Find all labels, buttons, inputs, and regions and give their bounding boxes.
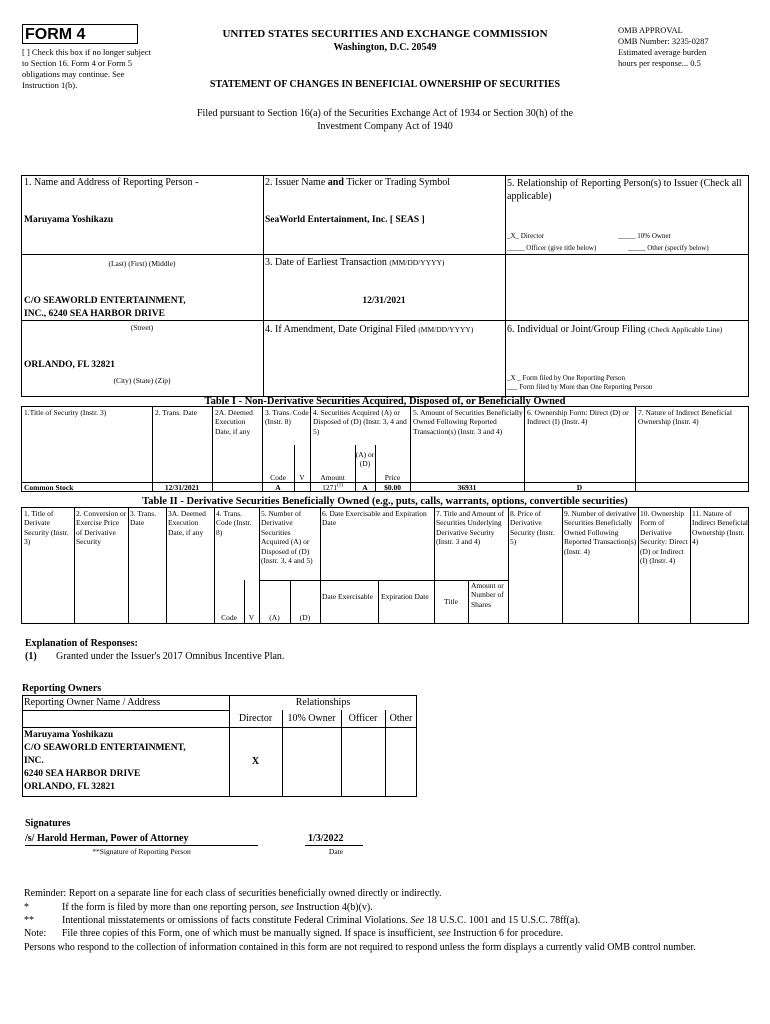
owners-col-officer: Officer xyxy=(348,713,378,724)
t1-row-amount xyxy=(310,483,355,492)
t1-h3: 3. Trans. Code (Instr. 8) xyxy=(265,408,309,427)
filing-label-note: (Check Applicable Line) xyxy=(648,325,723,334)
t1-row-aord: A xyxy=(362,483,368,492)
filing-label xyxy=(507,324,747,337)
table2-title: Table II - Derivative Securities Beneficially Owned (e.g., puts, calls, warrants, options, convertible securities) xyxy=(142,496,628,507)
reporting-person-label: 1. Name and Address of Reporting Person - xyxy=(24,177,199,188)
statement-title: STATEMENT OF CHANGES IN BENEFICIAL OWNERSHIP OF SECURITIES xyxy=(209,79,561,90)
amend-label-text: 4. If Amendment, Date Original Filed xyxy=(265,324,416,335)
t1-sub-price: Price xyxy=(384,473,401,482)
t2-h3: 3. Trans. Date xyxy=(130,509,157,528)
t2-h11: 11. Nature of Indirect Beneficial Ownership (Instr. 4) xyxy=(692,509,748,547)
owners-col-director: Director xyxy=(238,713,273,724)
signature-date: 1/3/2022 xyxy=(308,833,344,844)
earliest-transaction-label xyxy=(265,257,444,269)
name-caption: (Last) (First) (Middle) xyxy=(108,259,176,268)
reporting-person-name: Maruyama Yoshikazu xyxy=(24,215,114,225)
owner-line3: INC. xyxy=(24,756,44,767)
omb-burden: Estimated average burden xyxy=(618,47,707,58)
earliest-label-text: 3. Date of Earliest Transaction xyxy=(265,257,387,268)
signer-name: /s/ Harold Herman, Power of Attorney xyxy=(25,833,189,844)
form-title: FORM 4 xyxy=(25,26,86,43)
issuer-label xyxy=(265,177,450,189)
explanation-text-1: Granted under the Issuer's 2017 Omnibus Incentive Plan. xyxy=(56,651,285,662)
footnote-double-star: ** xyxy=(24,915,34,926)
star1-text-a: If the form is filed by more than one reporting person, xyxy=(62,902,281,913)
star1-see: see xyxy=(280,902,294,913)
issuer-label-post: Ticker or Trading Symbol xyxy=(343,177,451,188)
owners-col-ten-pct: 10% Owner xyxy=(287,713,336,724)
t1-row-amount-footnote: (1) xyxy=(337,483,343,489)
t1-row-owned: 36931 xyxy=(457,483,477,492)
omb-approval xyxy=(618,25,709,69)
owners-col-name: Reporting Owner Name / Address xyxy=(24,697,161,708)
note-label: Note: xyxy=(24,928,47,939)
note-text-b: Instruction 6 for procedure. xyxy=(450,928,564,939)
issuer-label-pre: 2. Issuer Name xyxy=(265,177,328,188)
t1-row-security: Common Stock xyxy=(24,483,74,492)
t2-sub-d: (D) xyxy=(299,613,311,622)
t1-h5: 5. Amount of Securities Beneficially Owned Following Reported Transaction(s) (Instr. 3 and 4) xyxy=(413,408,523,436)
owner-address xyxy=(24,729,186,795)
city-state-zip: ORLANDO, FL 32821 xyxy=(24,360,116,370)
t2-sub-a: (A) xyxy=(269,613,280,622)
signer-caption: **Signature of Reporting Person xyxy=(92,847,191,856)
top-section-frame xyxy=(21,175,749,397)
t1-row-price: $0.00 xyxy=(384,483,401,492)
omb-hours: hours per response... 0.5 xyxy=(618,58,701,69)
t1-h6: 6. Ownership Form: Direct (D) or Indirect (I) (Instr. 4) xyxy=(527,408,629,427)
t1-sub-amount: Amount xyxy=(320,473,345,482)
footnote-star-text xyxy=(62,902,373,914)
signatures-heading: Signatures xyxy=(25,818,71,829)
note-text xyxy=(62,928,563,940)
t1-h1: 1.Title of Security (Instr. 3) xyxy=(24,408,107,417)
owner-line4: 6240 SEA HARBOR DRIVE xyxy=(24,769,141,780)
city-caption: (City) (State) (Zip) xyxy=(113,376,171,385)
t1-row-amount-value: 1271 xyxy=(322,483,338,492)
explanation-number-1: (1) xyxy=(25,651,37,662)
t1-h2a: 2A. Deemed Execution Date, if any xyxy=(215,408,253,436)
agency-name: UNITED STATES SECURITIES AND EXCHANGE COMMISSION xyxy=(222,28,548,40)
street-line2: INC., 6240 SEA HARBOR DRIVE xyxy=(24,309,165,319)
t2-h3a: 3A. Deemed Execution Date, if any xyxy=(168,509,206,537)
agency-address: Washington, D.C. 20549 xyxy=(333,42,437,53)
footnote-double-star-text xyxy=(62,915,580,927)
relationship-label: 5. Relationship of Reporting Person(s) to Issuer (Check all applicable) xyxy=(507,178,742,202)
t1-h4: 4. Securities Acquired (A) or Disposed of (D) (Instr. 3, 4 and 5) xyxy=(313,408,407,436)
owners-heading: Reporting Owners xyxy=(22,683,102,694)
omb-line1: OMB APPROVAL xyxy=(618,25,683,35)
t1-row-date: 12/31/2021 xyxy=(164,483,200,492)
explanation-heading: Explanation of Responses: xyxy=(25,638,138,649)
owner-director-mark: X xyxy=(251,756,260,767)
footnote-star: * xyxy=(24,902,29,913)
t2-sub-title: Title xyxy=(444,597,458,606)
date-caption: Date xyxy=(328,847,344,856)
omb-disclaimer: Persons who respond to the collection of information contained in this form are not required to respond unless the form displays a currently valid OMB control number. xyxy=(24,942,696,953)
filing-one-option[interactable]: _X _ Form filed by One Reporting Person xyxy=(507,374,626,382)
t2-sub-v: V xyxy=(248,613,255,622)
issuer-name: SeaWorld Entertainment, Inc. [ SEAS ] xyxy=(265,215,425,225)
filed-pursuant-1: Filed pursuant to Section 16(a) of the Securities Exchange Act of 1934 or Section 30(h) of the xyxy=(196,108,574,119)
t2-h10: 10. Ownership Form of Derivative Security: Direct (D) or Indirect (I) (Instr. 4) xyxy=(640,509,688,565)
officer-option[interactable]: _____ Officer (give title below) xyxy=(507,244,597,252)
amend-label-format: (MM/DD/YYYY) xyxy=(418,325,474,334)
check-box-text[interactable]: [ ] Check this box if no longer subject to Section 16. Form 4 or Form 5 obligations may continue. See Instruction 1(b). xyxy=(22,47,151,91)
filing-label-text: 6. Individual or Joint/Group Filing xyxy=(507,324,646,335)
t2-h5: 5. Number of Derivative Securities Acquired (A) or Disposed of (D) (Instr. 3, 4 and 5) xyxy=(261,509,313,565)
t2-sub-exercisable: Date Exercisable xyxy=(322,592,374,601)
t1-sub-code: Code xyxy=(270,473,286,482)
owner-line1: Maruyama Yoshikazu xyxy=(24,730,114,740)
star2-see: See xyxy=(410,915,425,926)
ten-pct-option[interactable]: _____ 10% Owner xyxy=(618,232,671,240)
t2-h4: 4. Trans. Code (Instr. 8) xyxy=(216,509,252,537)
filed-pursuant-2: Investment Company Act of 1940 xyxy=(317,121,453,132)
t1-row-code: A xyxy=(275,483,281,492)
t2-h1: 1. Title of Derivate Security (Instr. 3) xyxy=(24,509,69,547)
street-line1: C/O SEAWORLD ENTERTAINMENT, xyxy=(24,296,186,306)
t2-h7: 7. Title and Amount of Securities Underlying Derivative Security (Instr. 3 and 4) xyxy=(436,509,505,547)
t2-h2: 2. Conversion or Exercise Price of Derivative Security xyxy=(76,509,127,547)
t2-sub-expiration: Expiration Date xyxy=(381,592,429,601)
t2-h8: 8. Price of Derivative Security (Instr. 5) xyxy=(510,509,555,547)
t1-sub-v: V xyxy=(299,473,305,482)
t2-h6: 6. Date Exercisable and Expiration Date xyxy=(322,509,427,528)
table1-title: Table I - Non-Derivative Securities Acquired, Disposed of, or Beneficially Owned xyxy=(204,396,566,407)
star1-text-b: Instruction 4(b)(v). xyxy=(293,902,373,913)
owner-line2: C/O SEAWORLD ENTERTAINMENT, xyxy=(24,743,186,754)
amendment-label xyxy=(265,324,473,336)
earliest-transaction-date: 12/31/2021 xyxy=(362,296,406,306)
t1-h2: 2. Trans. Date xyxy=(155,408,198,417)
star2-text-a: Intentional misstatements or omissions of facts constitute Federal Criminal Violations. xyxy=(62,915,411,926)
owner-line5: ORLANDO, FL 32821 xyxy=(24,782,116,793)
t1-row-form: D xyxy=(576,483,583,492)
earliest-label-format: (MM/DD/YYYY) xyxy=(389,258,445,267)
owners-col-relationships: Relationships xyxy=(295,697,351,708)
star2-text-b: 18 U.S.C. 1001 and 15 U.S.C. 78ff(a). xyxy=(424,915,581,926)
omb-number: OMB Number: 3235-0287 xyxy=(618,36,709,47)
director-option[interactable]: _X_ Director xyxy=(507,232,545,240)
note-see: see xyxy=(437,928,451,939)
note-text-a: File three copies of this Form, one of which must be manually signed. If space is insufficient, xyxy=(62,928,438,939)
street-caption: (Street) xyxy=(130,323,154,332)
t2-h9: 9. Number of derivative Securities Beneficially Owned Following Reported Transaction(s) (Instr. 4) xyxy=(564,509,637,556)
other-option[interactable]: _____ Other (specify below) xyxy=(628,244,709,252)
t2-sub-code: Code xyxy=(221,613,237,622)
t1-sub-aord: (A) or (D) xyxy=(355,450,375,469)
t1-h7: 7. Nature of Indirect Beneficial Ownership (Instr. 4) xyxy=(638,408,732,427)
owners-col-other: Other xyxy=(389,713,413,724)
reminder: Reminder: Report on a separate line for each class of securities beneficially owned directly or indirectly. xyxy=(24,888,442,899)
issuer-label-and: and xyxy=(327,177,344,188)
t2-sub-amount: Amount or Number of Shares xyxy=(471,581,504,609)
filing-more-option[interactable]: ___ Form filed by More than One Reporting Person xyxy=(507,383,653,391)
